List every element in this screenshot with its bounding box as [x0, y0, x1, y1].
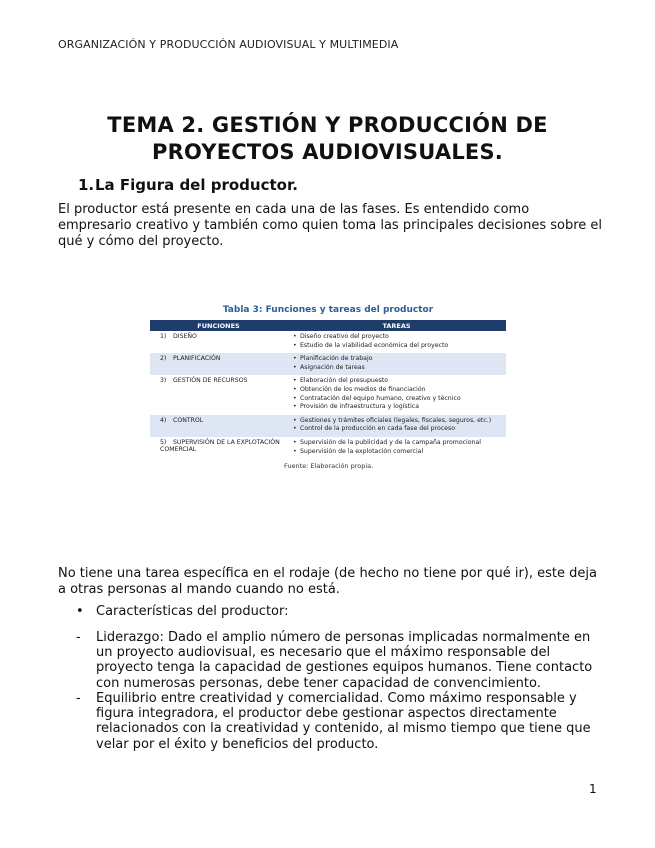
- tasks-cell: [287, 353, 506, 375]
- dash-symbol: -: [76, 691, 81, 706]
- header-functions: FUNCIONES: [150, 320, 287, 331]
- table-row: [150, 415, 506, 437]
- title-line-2: PROYECTOS AUDIOVISUALES.: [152, 140, 503, 164]
- task-item: • Obtención de los medios de financiación: [300, 386, 503, 395]
- section-number: 1.: [78, 176, 95, 194]
- task-item: • Supervisión de la explotación comercial: [300, 448, 503, 457]
- function-cell: [150, 353, 287, 375]
- bullet-symbol: •: [76, 604, 84, 619]
- tasks-cell: [287, 437, 506, 459]
- task-item: • Estudio de la viabilidad económica del proyecto: [300, 342, 503, 351]
- page-title: [40, 112, 615, 166]
- row-number: 1): [160, 333, 167, 340]
- bullet-text: Características del productor:: [96, 604, 289, 619]
- task-item: • Diseño creativo del proyecto: [300, 333, 503, 342]
- row-number: 4): [160, 416, 167, 424]
- task-item: • Asignación de tareas: [300, 364, 503, 373]
- title-line-1: TEMA 2. GESTIÓN Y PRODUCCIÓN DE: [107, 113, 548, 137]
- dash-text: Liderazgo: Dado el amplio número de personas implicadas normalmente en un proyecto audiovisual, es necesario que el máximo responsable del proyecto tenga la capacidad de gestiones equipos humanos. Tiene contacto con numerosas personas, debe tener capacidad de convencimiento.: [96, 630, 593, 691]
- intro-paragraph: El productor está presente en cada una de las fases. Es entendido como empresario creativo y también como quien toma las principales decisiones sobre el qué y cómo del proyecto.: [58, 202, 603, 249]
- function-name: SUPERVISIÓN DE LA EXPLOTACIÓN COMERCIAL: [160, 438, 280, 453]
- function-name: CONTROL: [173, 416, 204, 424]
- task-item: • Elaboración del presupuesto: [300, 377, 503, 386]
- dash-list-item: [76, 630, 606, 691]
- dash-symbol: -: [76, 630, 81, 645]
- dash-text: Equilibrio entre creatividad y comercialidad. Como máximo responsable y figura integradora, el productor debe gestionar aspectos directamente relacionados con la creatividad y contenido, al mismo tiempo que tiene que velar por el éxito y beneficios del producto.: [96, 691, 591, 752]
- page-number: 1: [589, 782, 597, 796]
- task-item: • Provisión de infraestructura y logística: [300, 403, 503, 412]
- functions-table-figure: [150, 305, 506, 470]
- function-cell: [150, 375, 287, 414]
- task-item: • Supervisión de la publicidad y de la campaña promocional: [300, 439, 503, 448]
- running-header: ORGANIZACIÓN Y PRODUCCIÓN AUDIOVISUAL Y MULTIMEDIA: [58, 38, 399, 51]
- rodaje-paragraph: No tiene una tarea específica en el rodaje (de hecho no tiene por qué ir), este deja a otras personas al mando cuando no está.: [58, 566, 597, 597]
- task-item: • Control de la producción en cada fase del proceso: [300, 425, 503, 434]
- function-cell: [150, 437, 287, 459]
- tasks-cell: [287, 375, 506, 414]
- table-row: [150, 437, 506, 459]
- functions-table: [150, 320, 506, 459]
- task-item: • Planificación de trabajo: [300, 355, 503, 364]
- table-row: [150, 353, 506, 375]
- function-name: DISEÑO: [173, 333, 197, 340]
- tasks-cell: [287, 331, 506, 353]
- table-source: Fuente: Elaboración propia.: [284, 462, 374, 471]
- header-tasks: TAREAS: [287, 320, 506, 331]
- row-number: 2): [160, 355, 167, 363]
- table-caption: Tabla 3: Funciones y tareas del productor: [222, 305, 434, 315]
- row-number: 3): [160, 377, 167, 385]
- dash-list-item: [76, 691, 606, 752]
- section-heading: [78, 176, 298, 194]
- function-name: PLANIFICACIÓN: [173, 355, 221, 363]
- tasks-cell: [287, 415, 506, 437]
- row-number: 5): [160, 438, 167, 446]
- table-row: [150, 331, 506, 353]
- section-title: La Figura del productor.: [95, 176, 298, 194]
- bullet-item: [76, 604, 289, 620]
- table-header-row: [150, 320, 506, 331]
- task-item: • Contratación del equipo humano, creativo y técnico: [300, 395, 503, 404]
- function-cell: [150, 415, 287, 437]
- function-name: GESTIÓN DE RECURSOS: [173, 377, 248, 385]
- function-cell: [150, 331, 287, 353]
- table-row: [150, 375, 506, 414]
- task-item: • Gestiones y trámites oficiales (legales, fiscales, seguros, etc.): [300, 417, 503, 426]
